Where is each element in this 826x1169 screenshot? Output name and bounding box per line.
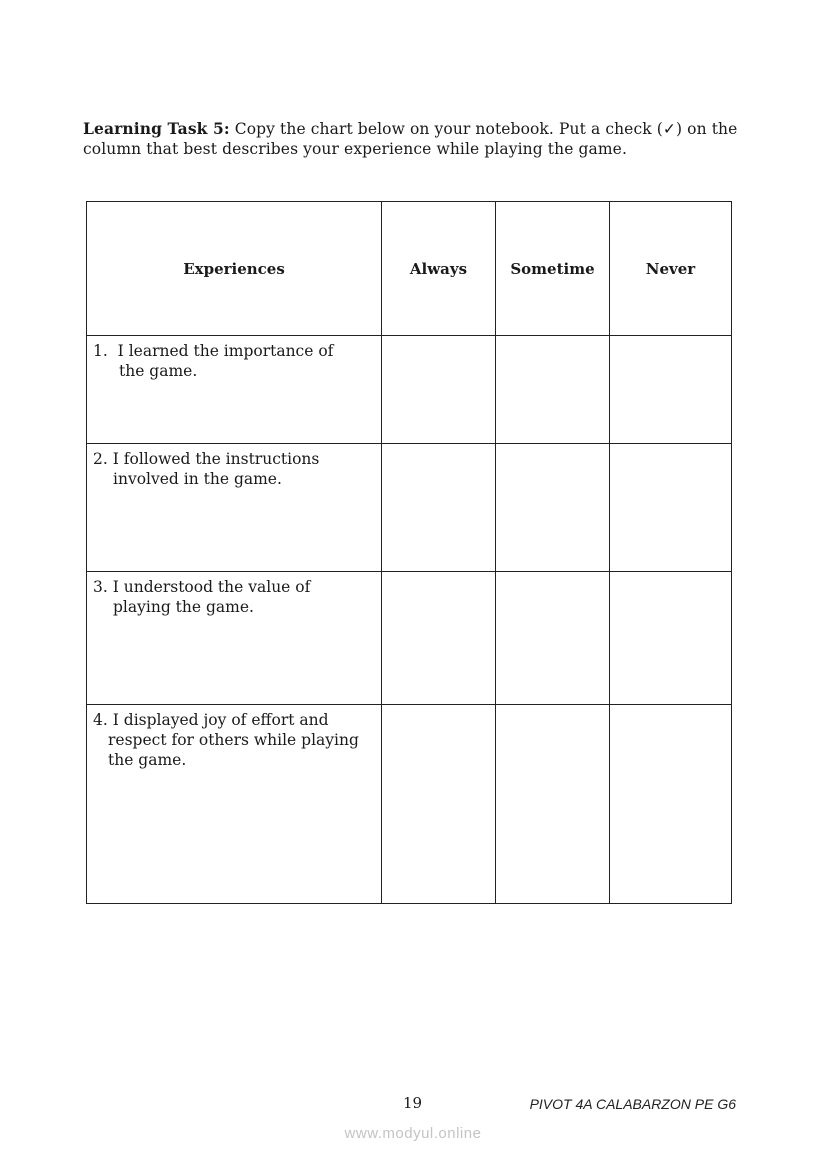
never-check-cell[interactable] <box>610 705 732 904</box>
watermark-text: www.modyul.online <box>344 1125 482 1142</box>
task-label: Learning Task 5: <box>83 119 230 138</box>
experience-line: the game. <box>108 751 187 769</box>
header-always: Always <box>382 202 496 336</box>
header-sometime: Sometime <box>496 202 610 336</box>
always-check-cell[interactable] <box>382 336 496 444</box>
experience-line: 4. I displayed joy of effort and <box>93 711 329 729</box>
table-row <box>87 572 732 705</box>
experience-line: 1. I learned the importance of <box>93 342 334 360</box>
never-check-cell[interactable] <box>610 336 732 444</box>
header-never: Never <box>610 202 732 336</box>
never-check-cell[interactable] <box>610 572 732 705</box>
always-check-cell[interactable] <box>382 705 496 904</box>
header-experiences: Experiences <box>87 202 382 336</box>
experience-line: 3. I understood the value of <box>93 578 311 596</box>
page-number: 19 <box>403 1094 423 1112</box>
never-check-cell[interactable] <box>610 444 732 572</box>
task-instructions <box>83 119 743 159</box>
sometime-check-cell[interactable] <box>496 444 610 572</box>
always-check-cell[interactable] <box>382 572 496 705</box>
experience-line: involved in the game. <box>113 470 282 488</box>
table-row <box>87 336 732 444</box>
experience-line: respect for others while playing <box>108 731 359 749</box>
experience-line: playing the game. <box>113 598 254 616</box>
experience-line: the game. <box>119 362 198 380</box>
sometime-check-cell[interactable] <box>496 572 610 705</box>
experience-chart <box>86 201 732 904</box>
footer-title: PIVOT 4A CALABARZON PE G6 <box>529 1096 736 1112</box>
table-row <box>87 705 732 904</box>
sometime-check-cell[interactable] <box>496 705 610 904</box>
sometime-check-cell[interactable] <box>496 336 610 444</box>
experience-line: 2. I followed the instructions <box>93 450 320 468</box>
experience-cell <box>87 444 382 572</box>
experience-cell <box>87 336 382 444</box>
header-row <box>87 202 732 336</box>
table-row <box>87 444 732 572</box>
experience-cell <box>87 572 382 705</box>
always-check-cell[interactable] <box>382 444 496 572</box>
task-text: Copy the chart below on your notebook. Put a check (✓) on the column that best describes your experience while playing the game. <box>83 120 738 158</box>
experience-cell <box>87 705 382 904</box>
